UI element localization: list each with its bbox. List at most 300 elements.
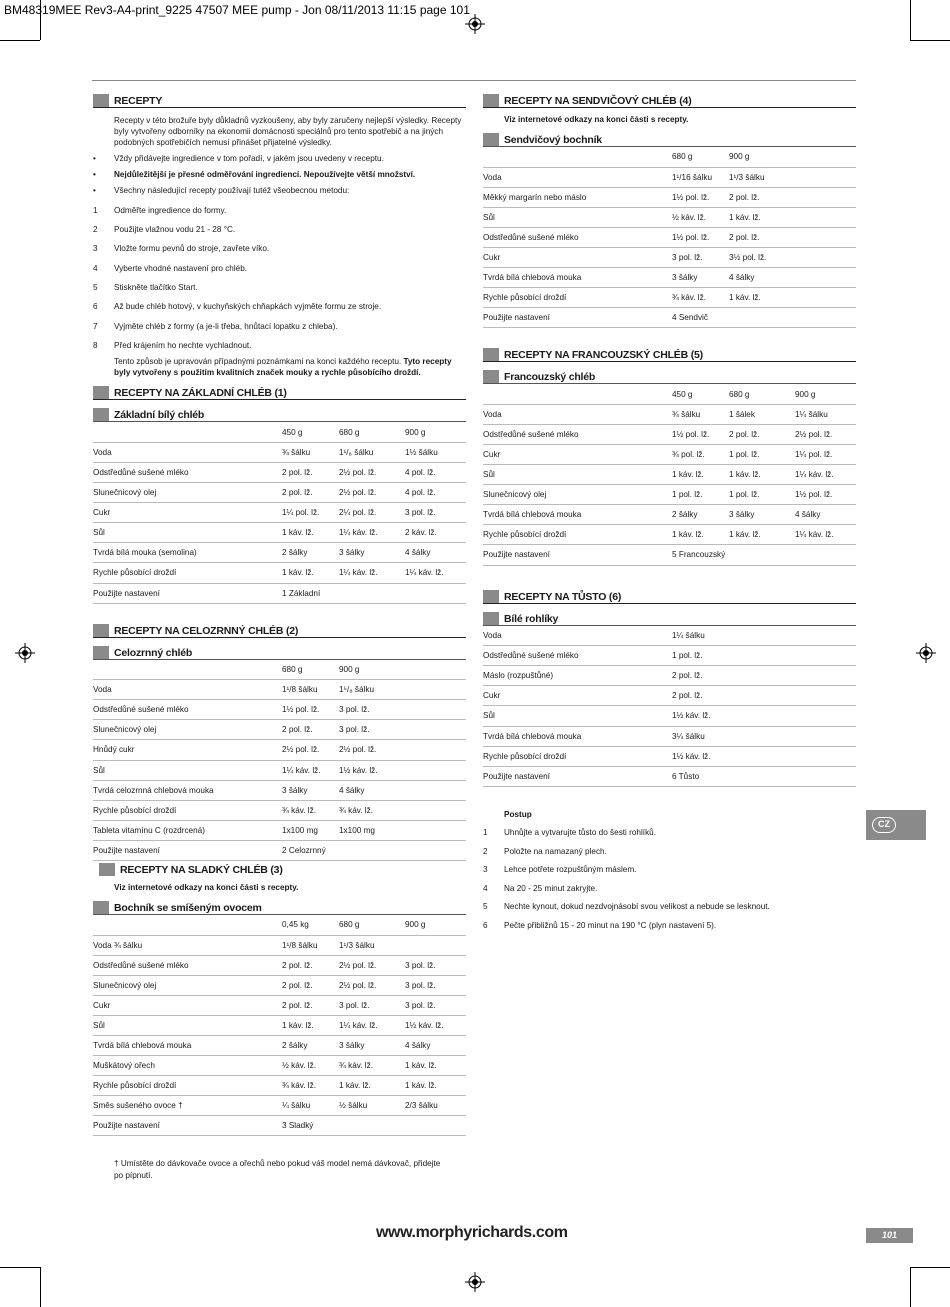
recipe-heading: Základní bílý chléb — [93, 406, 466, 422]
table-row — [483, 187, 856, 207]
table-cell: 2 pol. lž. — [282, 955, 339, 975]
table-cell: 1¹/3 šálku — [339, 935, 405, 955]
table-cell: 450 g — [672, 384, 729, 404]
table-cell: 1¼ káv. lž. — [339, 563, 405, 583]
recipe-heading: Sendvičový bochník — [483, 131, 856, 147]
table-row — [93, 800, 466, 820]
table-cell: Tableta vitamínu C (rozdrcená) — [93, 820, 282, 840]
table-cell: 1¹/16 šálku — [672, 167, 729, 187]
table-cell: 4 šálky — [405, 1036, 466, 1056]
table-cell: 1¼ káv. lž. — [405, 563, 466, 583]
table-cell: 6 Tůsto — [672, 766, 856, 786]
table-row — [483, 227, 856, 247]
table-cell: 1 káv. lž. — [282, 523, 339, 543]
step-item: 5 Stiskněte tlačítko Start. — [93, 283, 198, 293]
table-cell: Rychle působící droždí — [483, 525, 672, 545]
table-cell: 3½ pol. lž. — [729, 247, 856, 267]
print-slug: BM48319MEE Rev3-A4-print_9225 47507 MEE pump - Jon 08/11/2013 11:15 page 101 — [4, 3, 470, 17]
section-heading: RECEPTY NA CELOZRNNÝ CHLÉB (2) — [93, 622, 466, 638]
table-cell: Voda — [93, 680, 282, 700]
postup-steps — [483, 827, 856, 930]
table-cell: 1 pol. lž. — [672, 646, 856, 666]
table-cell: 2 káv. lž. — [405, 523, 466, 543]
table-cell: ½ šálku — [339, 1096, 405, 1116]
table-cell: Odstředůné sušené mléko — [93, 700, 282, 720]
table-cell: ¾ pol. lž. — [672, 445, 729, 465]
table-cell: Sůl — [93, 523, 282, 543]
table-cell: 1 káv. lž. — [282, 563, 339, 583]
recipe-table — [483, 147, 856, 328]
table-cell — [93, 660, 282, 680]
table-header-row — [483, 384, 856, 404]
table-row — [483, 404, 856, 424]
table-cell: Cukr — [483, 247, 672, 267]
table-cell: 2 pol. lž. — [729, 227, 856, 247]
step-item: 8 Před krájením ho nechte vychladnout. — [93, 341, 252, 351]
left-column — [93, 92, 466, 1181]
table-cell: 1½ pol. lž. — [672, 424, 729, 444]
table-cell — [483, 147, 672, 167]
table-row — [93, 700, 466, 720]
table-cell: 680 g — [672, 147, 729, 167]
table-cell: 3¼ šálku — [672, 726, 856, 746]
table-cell: Použijte nastavení — [93, 840, 282, 860]
crop-mark — [0, 1267, 40, 1268]
table-cell: 3 pol. lž. — [339, 720, 466, 740]
table-cell: 2½ pol. lž. — [339, 975, 405, 995]
table-row — [483, 746, 856, 766]
table-cell: 2 šálky — [282, 543, 339, 563]
table-cell: Cukr — [483, 686, 672, 706]
table-row — [93, 1076, 466, 1096]
recipe-table — [93, 660, 466, 861]
crop-mark — [40, 1267, 41, 1307]
table-row — [93, 503, 466, 523]
table-cell: 1 káv. lž. — [405, 1056, 466, 1076]
step-item: 3 Lehce potřete rozpuštůným máslem. — [483, 865, 637, 875]
table-row — [483, 525, 856, 545]
table-cell: Voda ¾ šálku — [93, 935, 282, 955]
table-cell: 2 šálky — [282, 1036, 339, 1056]
table-cell: Sůl — [483, 465, 672, 485]
table-cell — [93, 422, 282, 442]
table-cell: 3 pol. lž. — [405, 995, 466, 1015]
table-cell: Použijte nastavení — [483, 308, 672, 328]
page-number: 101 — [866, 1228, 913, 1243]
crop-mark — [910, 0, 911, 40]
table-cell: Směs sušeného ovoce † — [93, 1096, 282, 1116]
table-row — [483, 726, 856, 746]
table-cell: Odstředůné sušené mléko — [483, 424, 672, 444]
table-cell: 5 Francouzský — [672, 545, 729, 565]
table-row — [483, 465, 856, 485]
table-row — [93, 740, 466, 760]
table-cell: 1½ káv. lž. — [672, 746, 856, 766]
recipe-heading: Bílé rohlíky — [483, 610, 856, 626]
table-cell: Sůl — [483, 207, 672, 227]
table-cell: Voda — [483, 626, 672, 646]
table-row — [93, 483, 466, 503]
table-cell: Voda — [93, 442, 282, 462]
closing-note: Tento způsob je upravován případnými poznámkami na konci každého receptu. Tyto recepty byly vytvořeny s použitím kvalitních značek mouky a rychle působícího droždí. — [114, 357, 452, 378]
table-cell: Tvrdá bílá chlebová mouka — [483, 268, 672, 288]
table-cell: 1 káv. lž. — [672, 525, 729, 545]
table-row — [93, 680, 466, 700]
footnote: † Umístěte do dávkovače ovoce a ořechů nebo pokud váš model nemá dávkovač, přidejte po pípnutí. — [114, 1159, 441, 1180]
table-cell: 1¹/₈ šálku — [339, 442, 405, 462]
table-cell: Tvrdá bílá chlebová mouka — [483, 726, 672, 746]
table-row — [483, 308, 856, 328]
recipe-table — [483, 384, 856, 565]
table-cell: 1¼ káv. lž. — [339, 1015, 405, 1035]
table-cell: Odstředůné sušené mléko — [483, 646, 672, 666]
table-row — [93, 523, 466, 543]
table-cell: 2/3 šálku — [405, 1096, 466, 1116]
table-cell: Sůl — [93, 760, 282, 780]
bullet-item: • Nejdůležitější je přesné odměřování ingrediencí. Nepoužívejte větší množství. — [93, 170, 416, 180]
table-cell: 2 pol. lž. — [672, 686, 856, 706]
table-cell: 680 g — [339, 915, 405, 935]
table-cell: 3 šálky — [339, 543, 405, 563]
table-cell: Tvrdá bílá mouka (semolina) — [93, 543, 282, 563]
table-header-row — [93, 915, 466, 935]
table-cell: 900 g — [795, 384, 856, 404]
table-cell: Hnůdý cukr — [93, 740, 282, 760]
table-row — [483, 167, 856, 187]
table-cell: 0,45 kg — [282, 915, 339, 935]
table-row — [93, 935, 466, 955]
table-cell: 1½ šálku — [405, 442, 466, 462]
table-cell: Tvrdá bílá chlebová mouka — [93, 1036, 282, 1056]
website-url: www.morphyrichards.com — [376, 1224, 568, 1241]
table-cell: 2½ pol. lž. — [282, 740, 339, 760]
postup-title: Postup — [504, 809, 532, 819]
table-cell: 3 šálky — [282, 780, 339, 800]
table-cell: 1x100 mg — [339, 820, 466, 840]
table-row — [93, 975, 466, 995]
table-row — [93, 462, 466, 482]
table-cell: ¾ káv. lž. — [672, 288, 729, 308]
table-cell: 900 g — [405, 422, 466, 442]
table-cell: 2½ pol. lž. — [339, 955, 405, 975]
step-item: 6 Pečte přibližnů 15 - 20 minut na 190 °C (plyn nastavení 5). — [483, 920, 717, 930]
table-cell: 1¼ šálku — [672, 626, 856, 646]
table-cell: ¾ káv. lž. — [339, 800, 466, 820]
table-cell: 1½ pol. lž. — [672, 227, 729, 247]
table-cell: 4 šálky — [795, 505, 856, 525]
table-cell — [339, 1116, 405, 1136]
table-cell: Cukr — [93, 995, 282, 1015]
table-cell — [405, 935, 466, 955]
table-cell: 1 pol. lž. — [729, 485, 795, 505]
table-cell: 1½ káv. lž. — [339, 760, 466, 780]
table-cell: ¾ káv. lž. — [339, 1056, 405, 1076]
section-heading: RECEPTY NA SENDVIČOVÝ CHLÉB (4) — [483, 92, 856, 108]
table-cell: Tvrdá bílá chlebová mouka — [483, 505, 672, 525]
table-cell: Použijte nastavení — [483, 545, 672, 565]
table-cell: 4 šálky — [339, 780, 466, 800]
table-cell: 2 pol. lž. — [282, 720, 339, 740]
table-cell: 1 káv. lž. — [282, 1015, 339, 1035]
header-rule — [92, 80, 856, 81]
step-item: 4 Na 20 - 25 minut zakryjte. — [483, 883, 598, 893]
table-cell: 1 Základní — [282, 583, 339, 603]
table-cell: 900 g — [339, 660, 466, 680]
table-header-row — [483, 147, 856, 167]
table-cell: 2 pol. lž. — [282, 462, 339, 482]
table-cell: 680 g — [729, 384, 795, 404]
table-row — [93, 955, 466, 975]
table-cell: 1 káv. lž. — [729, 465, 795, 485]
table-cell: 1 káv. lž. — [729, 207, 856, 227]
table-cell: 1 káv. lž. — [672, 465, 729, 485]
table-row — [483, 706, 856, 726]
table-row — [93, 442, 466, 462]
step-item: 5 Nechte kynout, dokud nezdvojnásobí svou velikost a nebude se lesknout. — [483, 902, 770, 912]
table-row — [483, 545, 856, 565]
table-cell: 900 g — [729, 147, 856, 167]
table-cell: 1½ pol. lž. — [672, 187, 729, 207]
table-cell — [795, 545, 856, 565]
table-cell: Slunečnicový olej — [93, 720, 282, 740]
table-row — [483, 247, 856, 267]
table-row — [483, 626, 856, 646]
bullet-item: • Všechny následující recepty používají tutéž všeobecnou metodu: — [93, 186, 350, 196]
step-item: 1 Uhnůjte a vytvarujte tůsto do šesti rohlíků. — [483, 828, 657, 838]
table-cell: Rychle působící droždí — [93, 563, 282, 583]
table-cell: Sůl — [483, 706, 672, 726]
table-row — [93, 760, 466, 780]
table-cell: Cukr — [93, 503, 282, 523]
table-cell: 3 pol. lž. — [405, 975, 466, 995]
language-tab: CZ — [866, 810, 926, 840]
table-cell: 2½ pol. lž. — [339, 740, 466, 760]
table-cell: 4 šálky — [729, 268, 856, 288]
table-cell: 1¼ káv. lž. — [795, 525, 856, 545]
table-cell: Máslo (rozpuštůné) — [483, 666, 672, 686]
table-cell — [729, 545, 795, 565]
table-cell: 2 pol. lž. — [282, 483, 339, 503]
table-cell — [483, 384, 672, 404]
method-steps — [93, 205, 466, 352]
table-cell: 2 pol. lž. — [282, 995, 339, 1015]
table-cell: Použijte nastavení — [483, 766, 672, 786]
registration-mark-icon — [465, 1272, 485, 1292]
recipe-heading: Bochník se smíšeným ovocem — [93, 899, 466, 915]
table-cell: 1½ káv. lž. — [405, 1015, 466, 1035]
table-cell: ¾ šálku — [672, 404, 729, 424]
table-cell — [339, 583, 405, 603]
table-row — [483, 505, 856, 525]
table-cell: Voda — [483, 167, 672, 187]
table-cell: 2½ pol. lž. — [795, 424, 856, 444]
table-row — [483, 766, 856, 786]
table-cell: 680 g — [339, 422, 405, 442]
table-cell: Rychle působící droždí — [93, 1076, 282, 1096]
table-cell: 1¹/8 šálku — [282, 680, 339, 700]
table-row — [483, 686, 856, 706]
table-cell: Odstředůné sušené mléko — [93, 955, 282, 975]
table-cell: 3 pol. lž. — [339, 700, 466, 720]
section-note: Viz internetové odkazy na konci části s recepty. — [114, 882, 299, 892]
table-cell — [729, 308, 856, 328]
recipe-table — [93, 915, 466, 1136]
table-cell — [405, 1116, 466, 1136]
table-cell: 1 káv. lž. — [729, 288, 856, 308]
table-cell: ½ káv. lž. — [672, 207, 729, 227]
table-cell: ½ káv. lž. — [282, 1056, 339, 1076]
table-cell — [339, 840, 466, 860]
table-cell: Rychle působící droždí — [93, 800, 282, 820]
table-row — [483, 485, 856, 505]
step-item: 7 Vyjměte chléb z formy (a je-li třeba, hnůtací lopatku z chleba). — [93, 321, 338, 331]
crop-mark — [910, 1267, 911, 1307]
table-row — [93, 1056, 466, 1076]
table-cell: 1 pol. lž. — [729, 445, 795, 465]
table-cell: 4 pol. lž. — [405, 483, 466, 503]
table-row — [93, 840, 466, 860]
table-row — [93, 780, 466, 800]
table-row — [93, 563, 466, 583]
section-heading: RECEPTY NA TŮSTO (6) — [483, 588, 856, 604]
table-cell: Cukr — [483, 445, 672, 465]
table-cell: Voda — [483, 404, 672, 424]
section-heading: RECEPTY NA FRANCOUZSKÝ CHLÉB (5) — [483, 346, 856, 362]
table-cell: 1¼ káv. lž. — [282, 760, 339, 780]
table-cell: 1¼ káv. lž. — [339, 523, 405, 543]
table-row — [93, 995, 466, 1015]
table-header-row — [93, 660, 466, 680]
table-row — [483, 288, 856, 308]
table-cell: 1¼ káv. lž. — [795, 465, 856, 485]
table-row — [483, 424, 856, 444]
table-cell: 3 šálky — [339, 1036, 405, 1056]
table-cell: 2 pol. lž. — [729, 424, 795, 444]
table-cell: 3 šálky — [729, 505, 795, 525]
section-note: Viz internetové odkazy na konci části s recepty. — [504, 115, 689, 124]
table-row — [93, 1015, 466, 1035]
table-cell — [405, 583, 466, 603]
recipe-table — [93, 422, 466, 603]
table-row — [93, 820, 466, 840]
step-item: 2 Použijte vlažnou vodu 21 - 28 °C. — [93, 225, 236, 235]
crop-mark — [910, 1267, 950, 1268]
step-item: 2 Položte na namazaný plech. — [483, 846, 607, 856]
table-cell: 1 pol. lž. — [672, 485, 729, 505]
step-item: 1 Odměřte ingredience do formy. — [93, 205, 227, 215]
table-cell: Použijte nastavení — [93, 583, 282, 603]
registration-mark-icon — [465, 14, 485, 34]
table-cell: 3 šálky — [672, 268, 729, 288]
table-row — [483, 207, 856, 227]
table-cell: 1 káv. lž. — [405, 1076, 466, 1096]
table-cell: 1⁵/₈ šálku — [339, 680, 466, 700]
table-cell: Rychle působící droždí — [483, 746, 672, 766]
section-heading: RECEPTY NA ZÁKLADNÍ CHLÉB (1) — [93, 384, 466, 400]
step-item: 6 Až bude chléb hotový, v kuchyňských chňapkách vyjměte formu ze stroje. — [93, 302, 382, 312]
table-row — [93, 1116, 466, 1136]
table-cell: 1¼ pol. lž. — [282, 503, 339, 523]
table-cell: 2 pol. lž. — [672, 666, 856, 686]
table-cell: 2 pol. lž. — [282, 975, 339, 995]
table-cell: 1¼ pol. lž. — [795, 445, 856, 465]
table-row — [93, 1096, 466, 1116]
table-cell: Odstředůné sušené mléko — [483, 227, 672, 247]
table-cell: 3 Sladký — [282, 1116, 339, 1136]
table-cell: Měkký margarín nebo máslo — [483, 187, 672, 207]
table-row — [483, 646, 856, 666]
table-cell: 3 pol. lž. — [405, 503, 466, 523]
table-cell: 3 pol. lž. — [405, 955, 466, 975]
table-cell: 1½ pol. lž. — [282, 700, 339, 720]
bullet-item: • Vždy přidávejte ingredience v tom pořadí, v jakém jsou uvedeny v receptu. — [93, 154, 384, 164]
table-cell: 1 káv. lž. — [339, 1076, 405, 1096]
table-row — [93, 1036, 466, 1056]
table-cell: Slunečnicový olej — [93, 975, 282, 995]
table-cell: 2½ pol. lž. — [339, 483, 405, 503]
table-cell: 2 šálky — [672, 505, 729, 525]
right-column — [483, 92, 856, 931]
intro-text: Recepty v této brožuře byly důkladnů vyzkoušeny, aby byly zaručeny nejlepší výsledky. Recepty byly vytvořeny odborníky na ekonomii domácnosti speciálnů pro tento spotřebič a na jiných podobných spotřebičích nemusí přinášet přijatelné výsledky. — [114, 116, 462, 148]
table-cell: 1¼ šálku — [795, 404, 856, 424]
crop-mark — [910, 40, 950, 41]
table-cell: 3 pol. lž. — [339, 995, 405, 1015]
table-cell: 2 pol. lž. — [729, 187, 856, 207]
table-cell: Muškátový ořech — [93, 1056, 282, 1076]
table-cell: Slunečnicový olej — [93, 483, 282, 503]
recipe-table — [483, 626, 856, 787]
table-cell: 4 Sendvič — [672, 308, 729, 328]
table-row — [93, 583, 466, 603]
recipe-heading: Celozrnný chléb — [93, 644, 466, 660]
table-cell: Sůl — [93, 1015, 282, 1035]
registration-mark-icon — [15, 643, 35, 663]
table-cell: Odstředůné sušené mléko — [93, 462, 282, 482]
table-cell: ¾ šálku — [282, 442, 339, 462]
table-cell: 1½ pol. lž. — [795, 485, 856, 505]
table-cell: 3 pol. lž. — [672, 247, 729, 267]
table-cell: 680 g — [282, 660, 339, 680]
table-cell: 1 káv. lž. — [729, 525, 795, 545]
crop-mark — [40, 0, 41, 40]
table-cell: 2 Celozrnný — [282, 840, 339, 860]
table-cell: ¾ káv. lž. — [282, 800, 339, 820]
table-cell: 2¼ pol. lž. — [339, 503, 405, 523]
table-cell: Rychle působící droždí — [483, 288, 672, 308]
table-cell: 2½ pol. lž. — [339, 462, 405, 482]
table-cell — [93, 915, 282, 935]
table-row — [483, 268, 856, 288]
table-cell: Slunečnicový olej — [483, 485, 672, 505]
table-cell: 1½ káv. lž. — [672, 706, 856, 726]
table-cell: Tvrdá celozrnná chlebová mouka — [93, 780, 282, 800]
step-item: 4 Vyberte vhodné nastavení pro chléb. — [93, 263, 248, 273]
table-cell: ¾ káv. lž. — [282, 1076, 339, 1096]
table-cell: 1 šálek — [729, 404, 795, 424]
table-row — [483, 445, 856, 465]
table-cell: 1¹/8 šálku — [282, 935, 339, 955]
step-item: 3 Vložte formu pevnů do stroje, zavřete víko. — [93, 244, 270, 254]
section-heading: RECEPTY NA SLADKÝ CHLÉB (3) — [93, 861, 466, 877]
table-cell: ¼ šálku — [282, 1096, 339, 1116]
table-row — [483, 666, 856, 686]
recipe-heading: Francouzský chléb — [483, 368, 856, 384]
table-cell: Použijte nastavení — [93, 1116, 282, 1136]
table-cell: 4 šálky — [405, 543, 466, 563]
crop-mark — [0, 40, 40, 41]
table-header-row — [93, 422, 466, 442]
registration-mark-icon — [916, 643, 936, 663]
